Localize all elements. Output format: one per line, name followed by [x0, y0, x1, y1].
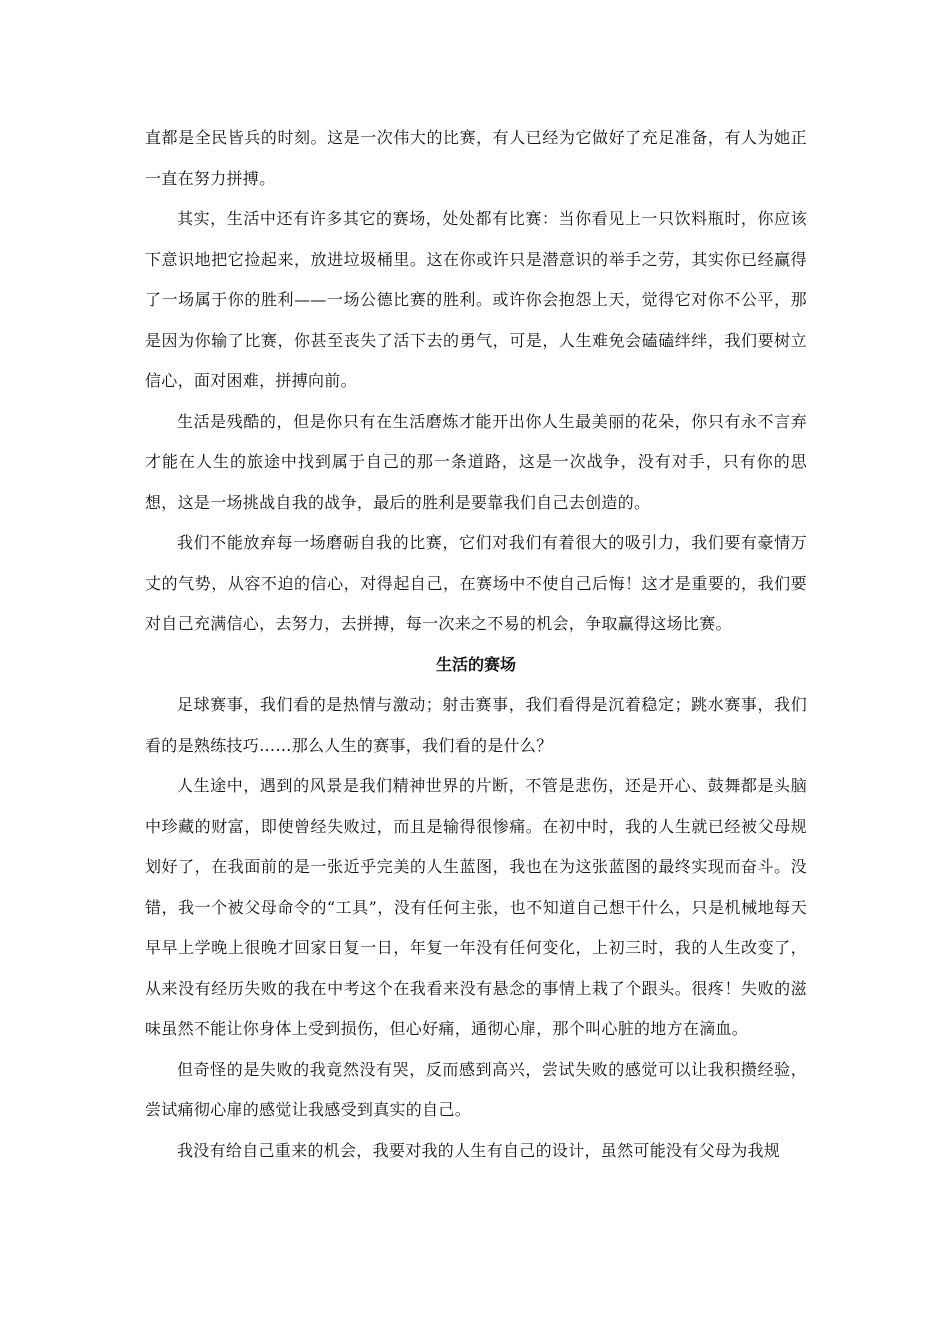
paragraph: 我们不能放弃每一场磨砺自我的比赛，它们对我们有着很大的吸引力，我们要有豪情万丈的气势，从容不迫的信心，对得起自己，在赛场中不使自己后悔！这才是重要的，我们要对自己充满信心，去努力，去拼搏，每一次来之不易的机会，争取赢得这场比赛。	[145, 533, 807, 633]
paragraph: 但奇怪的是失败的我竟然没有哭，反而感到高兴，尝试失败的感觉可以让我积攒经验，尝试痛彻心扉的感觉让我感受到真实的自己。	[145, 1059, 807, 1119]
paragraph: 其实，生活中还有许多其它的赛场，处处都有比赛：当你看见上一只饮料瓶时，你应该下意识地把它捡起来，放进垃圾桶里。这在你或许只是潜意识的举手之劳，其实你已经赢得了一场属于你的胜利——一场公德比赛的胜利。或许你会抱怨上天，觉得它对你不公平，那是因为你输了比赛，你甚至丧失了活下去的勇气，可是，人生难免会磕磕绊绊，我们要树立信心，面对困难，拼搏向前。	[145, 209, 807, 390]
paragraph: 我没有给自己重来的机会，我要对我的人生有自己的设计，虽然可能没有父母为我规	[177, 1140, 781, 1160]
section-title: 生活的赛场	[435, 654, 516, 674]
document-page	[145, 118, 807, 1171]
paragraph-continuation: 直都是全民皆兵的时刻。这是一次伟大的比赛，有人已经为它做好了充足准备，有人为她正一直在努力拼搏。	[145, 128, 807, 188]
paragraph: 人生途中，遇到的风景是我们精神世界的片断，不管是悲伤，还是开心、鼓舞都是头脑中珍藏的财富，即使曾经失败过，而且是输得很惨痛。在初中时，我的人生就已经被父母规划好了，在我面前的是一张近乎完美的人生蓝图，我也在为这张蓝图的最终实现而奋斗。没错，我一个被父母命令的“工具”，没有任何主张，也不知道自己想干什么，只是机械地每天早早上学晚上很晚才回家日复一日，年复一年没有任何变化，上初三时，我的人生改变了，从来没有经历失败的我在中考这个在我看来没有悬念的事情上栽了个跟头。很疼！失败的滋味虽然不能让你身体上受到损伤，但心好痛，通彻心扉，那个叫心脏的地方在滴血。	[145, 776, 807, 1038]
paragraph: 足球赛事，我们看的是热情与激动；射击赛事，我们看得是沉着稳定；跳水赛事，我们看的是熟练技巧……那么人生的赛事，我们看的是什么？	[145, 695, 807, 755]
paragraph: 生活是残酷的，但是你只有在生活磨炼才能开出你人生最美丽的花朵，你只有永不言弃才能在人生的旅途中找到属于自己的那一条道路，这是一次战争，没有对手，只有你的思想，这是一场挑战自我的战争，最后的胜利是要靠我们自己去创造的。	[145, 411, 807, 512]
